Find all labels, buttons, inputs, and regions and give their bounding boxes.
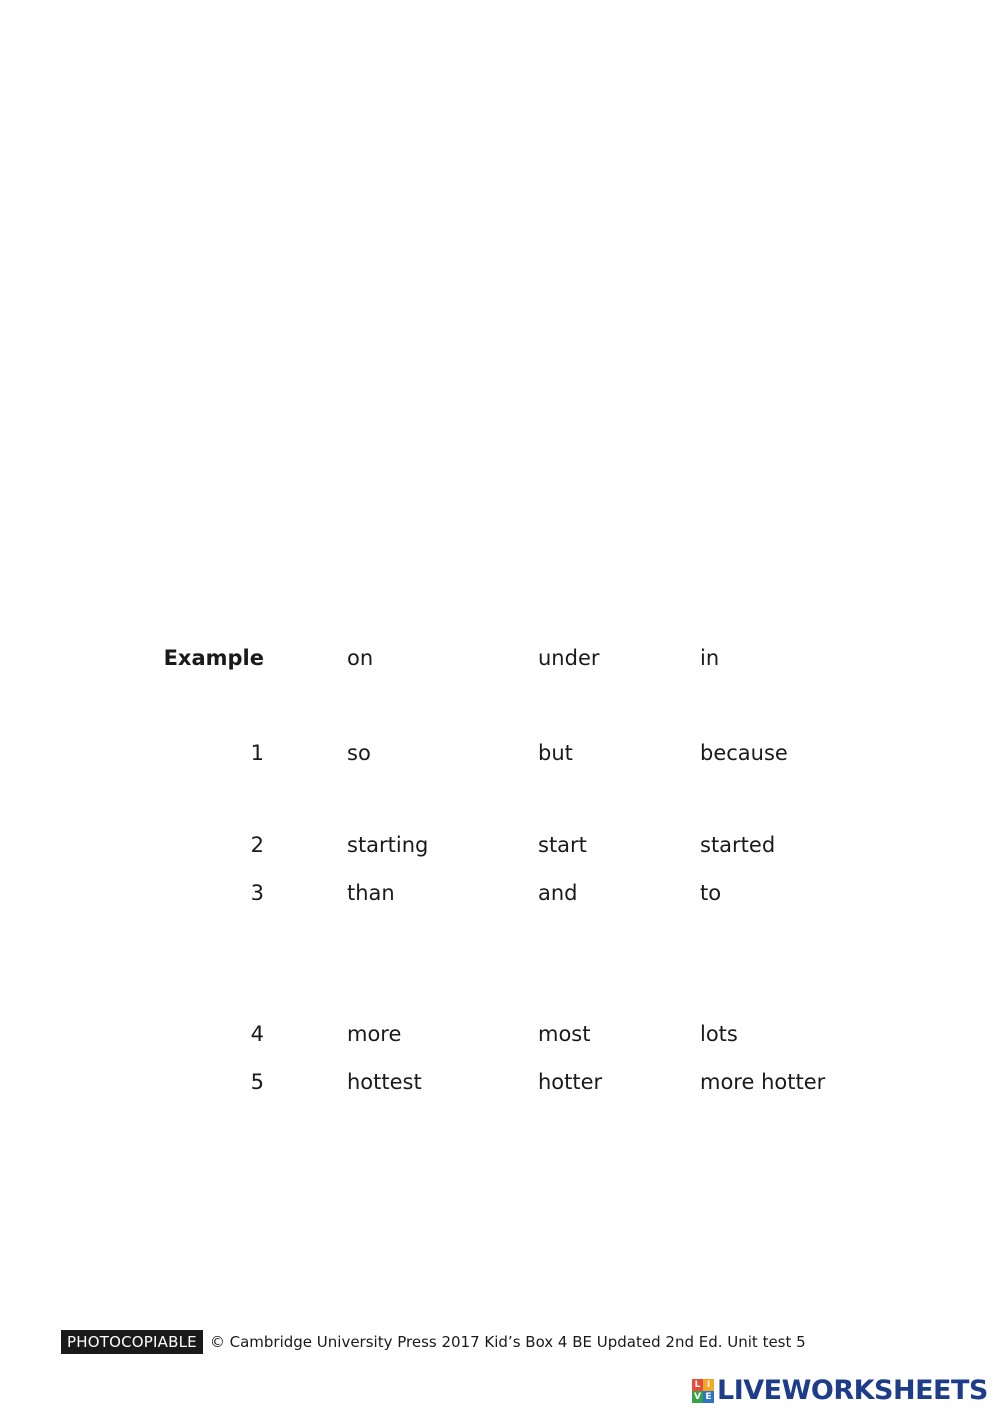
option-b[interactable]: and — [538, 881, 578, 905]
question-row-3 — [0, 878, 1000, 908]
option-c[interactable]: lots — [700, 1022, 738, 1046]
question-row-1 — [0, 738, 1000, 768]
option-b[interactable]: start — [538, 833, 587, 857]
copyright-footer — [61, 1330, 806, 1354]
row-label: 1 — [250, 741, 264, 765]
photocopiable-badge: PHOTOCOPIABLE — [61, 1330, 203, 1354]
row-label: 3 — [250, 881, 264, 905]
brand-wordmark: LIVEWORKSHEETS — [717, 1375, 988, 1406]
option-a[interactable]: starting — [347, 833, 429, 857]
option-b[interactable]: but — [538, 741, 573, 765]
row-label: 4 — [250, 1022, 264, 1046]
row-label: 5 — [250, 1070, 264, 1094]
question-row-2 — [0, 830, 1000, 860]
option-c[interactable]: because — [700, 741, 788, 765]
liveworksheets-logo[interactable] — [692, 1374, 988, 1408]
option-c[interactable]: in — [700, 646, 720, 670]
option-a[interactable]: on — [347, 646, 374, 670]
question-row-4 — [0, 1019, 1000, 1049]
option-c[interactable]: started — [700, 833, 776, 857]
logo-tile: I — [703, 1379, 714, 1391]
option-a[interactable]: more — [347, 1022, 402, 1046]
logo-tile: V — [692, 1391, 703, 1403]
liveworksheets-logo-icon — [692, 1379, 714, 1403]
logo-tile: L — [692, 1379, 703, 1391]
copyright-text: © Cambridge University Press 2017 Kid’s Box 4 BE Updated 2nd Ed. Unit test 5 — [209, 1333, 806, 1351]
option-a[interactable]: hottest — [347, 1070, 422, 1094]
row-label: Example — [163, 646, 264, 670]
option-c[interactable]: to — [700, 881, 722, 905]
option-c[interactable]: more hotter — [700, 1070, 826, 1094]
option-a[interactable]: than — [347, 881, 395, 905]
row-label: 2 — [250, 833, 264, 857]
option-a[interactable]: so — [347, 741, 371, 765]
example-row — [0, 643, 1000, 673]
option-b[interactable]: most — [538, 1022, 591, 1046]
option-b[interactable]: under — [538, 646, 600, 670]
question-row-5 — [0, 1067, 1000, 1097]
logo-tile: E — [703, 1391, 714, 1403]
option-b[interactable]: hotter — [538, 1070, 603, 1094]
